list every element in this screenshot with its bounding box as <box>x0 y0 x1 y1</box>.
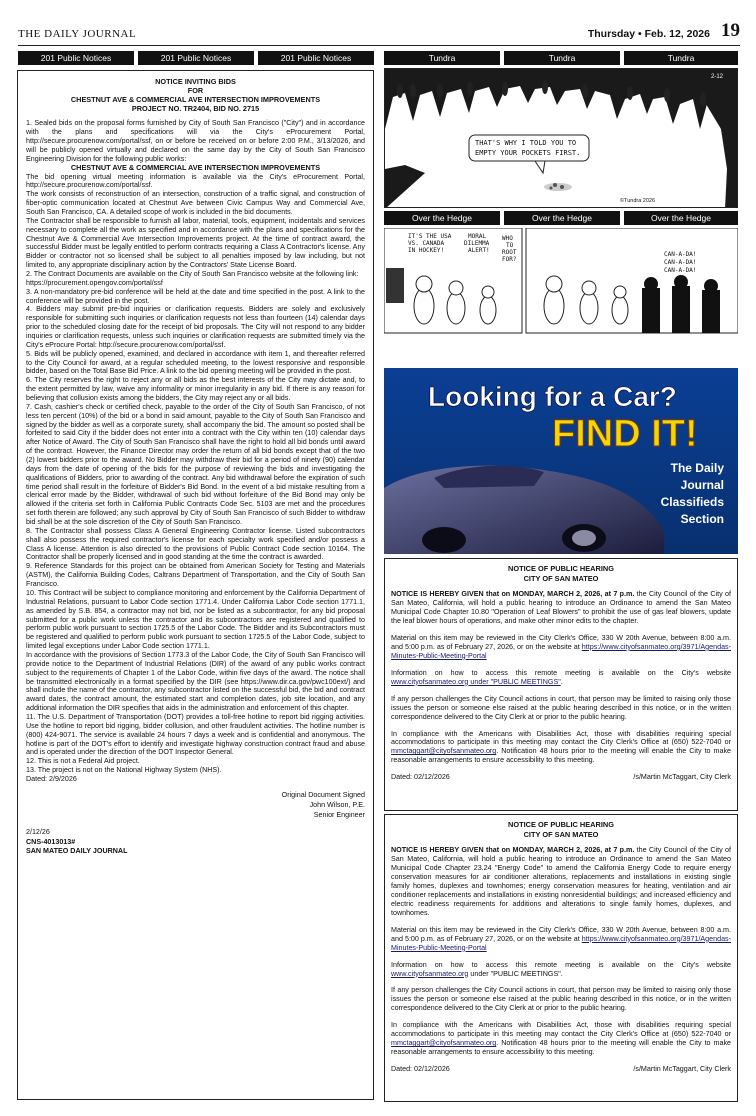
notice-paragraph <box>391 634 731 661</box>
comic-title-tab: Tundra <box>504 51 620 65</box>
notice-title <box>391 564 731 583</box>
comic-title-tab: Over the Hedge <box>624 211 738 225</box>
signature-line: Original Document Signed <box>281 790 365 799</box>
speech-text: MORAL <box>468 233 487 240</box>
speech-text: ALERT! <box>468 247 490 254</box>
over-the-hedge-tabs <box>384 211 738 225</box>
bid-link[interactable]: https://procurement.opengov.com/portal/ssf <box>26 278 163 287</box>
publish-date: 2/12/26 <box>26 827 50 836</box>
bid-notice <box>17 70 374 1100</box>
email-link[interactable]: mmctaggart@cityofsanmateo.org <box>391 747 497 756</box>
speech-text: FOR? <box>502 256 517 263</box>
newspaper-name: THE DAILY JOURNAL <box>18 28 137 40</box>
ad-headline: Looking for a Car? <box>428 381 677 412</box>
speech-text: THAT'S WHY I TOLD YOU TO <box>475 139 577 147</box>
notice-title-line: NOTICE OF PUBLIC HEARING <box>508 564 614 573</box>
agenda-link[interactable]: https://www.cityofsanmateo.org/3971/Agendas-Minutes-Public-Meeting-Portal <box>391 642 731 660</box>
bid-paragraph: 8. The Contractor shall possess Class A General Engineering Contractor license. Listed subcontractors shall also possess the required contractor's license for each specialty work specified and/or possess a Class A license. Attention is also directed to the provisions of Public Contract Code section 10164. The Contractor shall be properly licensed and in good standing at the time the contract is awarded. <box>26 526 365 562</box>
bid-dated: Dated: 2/9/2026 <box>26 774 77 783</box>
bid-paragraph: 13. The project is not on the National Highway System (NHS). <box>26 766 222 775</box>
bid-title-1: NOTICE INVITING BIDS <box>155 77 236 86</box>
ad-subtext: Journal <box>680 478 724 492</box>
notice-body: . Notification 48 hours prior to the meeting will enable the City to make reasonable arrangements to ensure accessibility to this meeting. <box>391 747 731 765</box>
comic-date: 2-12 <box>702 324 715 330</box>
comic-title-tab: Tundra <box>384 51 500 65</box>
notice-paragraph <box>391 590 731 626</box>
public-hearing-notice-energy-code <box>384 814 738 1102</box>
bid-paragraph: 12. This is not a Federal Aid project. <box>26 757 140 766</box>
ad-call-to-action: FIND IT! <box>552 413 698 455</box>
notice-body: . <box>560 677 563 686</box>
comic-title-tab: Over the Hedge <box>384 211 500 225</box>
notice-body: Information on how to access this remote meeting is available on the City's website <box>391 668 731 677</box>
notice-signed: /s/Martin McTaggart, City Clerk <box>633 1065 731 1073</box>
hedge-illustration <box>384 228 738 361</box>
speech-text: TO <box>506 242 514 249</box>
publication-name: SAN MATEO DAILY JOURNAL <box>26 847 128 856</box>
notice-title-line: CITY OF SAN MATEO <box>523 829 599 839</box>
signature-title: Senior Engineer <box>313 810 365 819</box>
section-tab: 201 Public Notices <box>18 51 134 65</box>
bid-paragraph: The bid opening virtual meeting information is available via the City's eProcurement Portal, http://secure.procurenow.com/portal/ssf. <box>26 172 365 190</box>
notice-body: the City Council of the City of San Mateo, California, will hold a public hearing to introduce an Ordinance to amend the San Mateo Municipal Code Chapter 10.80 "Operation of Leaf Blowers" to prohibit the use of gas leaf blowers, update the leaf blower hours of operations, and make other minor edits to the chapter. <box>391 590 731 626</box>
bid-paragraph: In accordance with the provisions of Section 1773.3 of the Labor Code, the City of South San Francisco will provide notice to the Department of Industrial Relations (DIR) of the award of any public works contract subject to the requirements of Chapter 1 of the Labor Code, within five days of the award. The notice shall be transmitted electronically in a format specified by the DIR (see https://www.dir.ca.gov/pwc100ext/) and shall include the name of the contractor, any subcontractor listed on the successful bid, the bid and contract award dates, the contract amount, the estimated start and completion dates, job site location, and any additional information the DIR specifies that aids in the administration and enforcement of this chapter. <box>26 650 365 713</box>
bid-paragraph: 7. Cash, cashier's check or certified check, payable to the order of the City of South San Francisco, of not less ten percent (10%) of the bid or a bond in said amount, payable to the City of South San Francisco and signed by the bidder as well as a corporate surety, shall accompany the bid. The amount so posted shall be forfeited to said City if the bidder does not enter into a contract with the City within ten (10) calendar days after Notice of Award. The City of South San Francisco shall have the right to hold all bid bonds until award of the contract. However, the Finance Director may order the return of all bid bonds except that of the two (2) lowest bidders prior to the award. No Bidder may withdraw their bid for a period of ninety (90) calendar days from the date of opening of the bids for the purpose of reviewing the bids and investigating the qualifications of Bidders, prior to awarding of the contract. Any bid withdrawal before the expiration of such time period shall result in the forfeiture of Bidder's Bid Bond. In the event of a bid mistake resulting from a clerical error made by the Bidder, withdrawal of such bid without forfeiture of the Bid Bond may only be allowed if the criteria set forth in California Public Contracts Code Sec. 5103 are met and the procedures set forth therein are followed; any such approval by City of South San Francisco of such Bidder to withdraw bid shall be at the sole discretion of the City of South San Francisco. <box>26 402 365 527</box>
bid-signature <box>26 790 365 820</box>
speech-text: WHO <box>502 235 513 242</box>
ad-subtext: Classifieds <box>660 495 724 509</box>
email-link[interactable]: mmctaggart@cityofsanmateo.org <box>391 1039 497 1048</box>
website-link[interactable]: www.cityofsanmateo.org under "PUBLIC MEETINGS" <box>391 677 561 686</box>
speech-text: CAN-A-DA! <box>664 267 697 274</box>
bid-paragraph: 10. This Contract will be subject to compliance monitoring and enforcement by the California Department of Industrial Relations, pursuant to Labor Code section 1771.4. Under California Labor Code section 1771.1, as amended by S.B. 854, a contractor may not bid, nor be listed as a subcontractor, for any bid proposal submitted for a public work unless the contractor and its subcontractors are registered and qualified to perform public work pursuant to section 1725.5 of the Labor Code. The Bidder and its Subcontractors must be registered and qualified to perform public work pursuant to section 1725.5 of the Labor Code, subject to limited legal exceptions under Labor Code section 1771.1. <box>26 588 365 651</box>
bid-paragraph: 11. The U.S. Department of Transportation (DOT) provides a toll-free hotline to report bid rigging activities. Use the hotline to report bid rigging, bidder collusion, and other fraudulent activities. The hotline number is (800) 424-9071. The service is available 24 hours 7 days a week and is confidential and anonymous. The hotline is part of the DOT's effort to identify and investigate highway construction contract fraud and abuse and is operated under the direction of the DOT Inspector General. <box>26 712 365 757</box>
page-number: 19 <box>721 20 740 41</box>
notice-body: Information on how to access this remote meeting is available on the City's website <box>391 960 731 969</box>
ad-subtext: The Daily <box>670 461 724 475</box>
tundra-comic <box>384 68 738 208</box>
notice-body: Material on this item may be reviewed in the City Clerk's Office, 330 W 20th Avenue, between 8:00 a.m. and 5:00 p.m. as of February 27, 2026, or on the website at <box>391 925 731 943</box>
speech-text: DILEMMA <box>464 240 490 247</box>
ad-subtext: Section <box>680 512 724 526</box>
agenda-link[interactable]: https://www.cityofsanmateo.org/3971/Agendas-Minutes-Public-Meeting-Portal <box>391 934 731 952</box>
comic-credit: ©Tundra 2026 <box>620 198 656 204</box>
bid-title-2: FOR <box>187 86 204 96</box>
bid-paragraph: 2. The Contract Documents are available on the City of South San Francisco website at the following link: <box>26 269 359 278</box>
speech-text: VS. CANADA <box>408 240 445 247</box>
over-the-hedge-comic <box>384 228 738 361</box>
bid-project-heading: CHESTNUT AVE & COMMERCIAL AVE INTERSECTION IMPROVEMENTS <box>70 163 321 173</box>
comic-title-tab: Over the Hedge <box>504 211 620 225</box>
notice-body: the City Council of the City of San Mateo, California, will hold a public hearing to introduce an Ordinance to amend the San Mateo Municipal Code Chapter 23.24 "Energy Code" to amend the California Energy Code to require energy conservation measures for air conditioner alterations, replacements and installations in existing single family homes, duplexes and townhomes; energy conservation measures for heating, ventilation and air conditioner replacements and installations in existing nonresidential buildings; and increased efficiency and electric readiness requirements for additions and alterations to single family homes, duplexes, and townhomes. <box>391 846 731 917</box>
notice-lead: NOTICE IS HEREBY GIVEN that on MONDAY, MARCH 2, 2026, at 7 p.m. <box>391 590 635 599</box>
notice-body: Material on this item may be reviewed in the City Clerk's Office, 330 W 20th Avenue, between 8:00 a.m. and 5:00 p.m. as of February 27, 2026, or on the website at <box>391 634 731 651</box>
classifieds-ad[interactable] <box>384 368 738 554</box>
masthead <box>18 22 740 46</box>
notice-body: In compliance with the Americans with Disabilities Act, those with disabilities requiring special accommodations to participate in this meeting may contact the City Clerk's Office at (650) 522-7040 or <box>391 729 731 747</box>
notice-title-line: NOTICE OF PUBLIC HEARING <box>508 820 614 829</box>
left-section-tabs <box>18 51 374 65</box>
notice-dated: Dated: 02/12/2026 <box>391 773 450 782</box>
notice-paragraph <box>391 961 731 979</box>
notice-signed: /s/Martin McTaggart, City Clerk <box>633 773 731 782</box>
bid-paragraph: 3. A non-mandatory pre-bid conference will be held at the date and time specified in the post. A link to the conference will be provided in the post. <box>26 287 365 305</box>
website-link[interactable]: www.cityofsanmateo.org <box>391 969 469 978</box>
bid-paragraph: 1. Sealed bids on the proposal forms furnished by City of South San Francisco ("City") and in accordance with the plans and specifications will via the City's eProcurement Portal, http://secure.procurenow.com/portal/ssf, on or before be received on or before 2:00 P.M., 3/13/2026, and will be publicly opened virtually and declared on the same day by the City of South San Francisco Engineering Division for the following public works: <box>26 119 365 163</box>
notice-paragraph <box>391 926 731 953</box>
bid-title-4: PROJECT NO. TR2404, BID NO. 2715 <box>131 104 260 114</box>
notice-paragraph <box>391 1021 731 1057</box>
notice-lead: NOTICE IS HEREBY GIVEN that on MONDAY, MARCH 2, 2026, at 7 p.m. <box>391 846 635 855</box>
notice-title-line: CITY OF SAN MATEO <box>523 573 599 583</box>
cns-number: CNS-4013013# <box>26 837 76 846</box>
signature-name: John Wilson, P.E. <box>309 800 365 809</box>
section-tab: 201 Public Notices <box>258 51 374 65</box>
notice-body: In compliance with the Americans with Disabilities Act, those with disabilities requiring special accommodations to participate in this meeting may contact the City Clerk's Office at (650) 522-7040 or <box>391 1021 731 1039</box>
notice-body: under "PUBLIC MEETINGS". <box>468 969 563 978</box>
bid-paragraph: 9. Reference Standards for this project can be obtained from American Society for Testing and Materials (ASTM), the California Building Codes, Caltrans Department of Transportation, and the City of South San Francisco. <box>26 562 365 589</box>
speech-text: IT'S THE USA <box>408 233 452 240</box>
notice-paragraph <box>391 730 731 766</box>
speech-text: EMPTY YOUR POCKETS FIRST. <box>475 149 581 157</box>
bid-footer <box>26 828 365 857</box>
notice-title <box>391 820 731 839</box>
bid-paragraph: 6. The City reserves the right to reject any or all bids as the best interests of the City may dictate and, to the extent permitted by law, waive any informality or minor irregularity in any bid. If there is any reason for believing that collusion exists among the bidders, the City may reject any or all bids. <box>26 376 365 403</box>
bid-paragraph: 4. Bidders may submit pre-bid inquiries or clarification requests. Bidders are solely and exclusively responsible for submitting such inquiries or clarification requests not less than fourteen (14) calendar days prior to the scheduled closing date for the receipt of bid proposals. The City will not respond to any bidder inquiries or clarification requests, unless such inquiries or clarification requests are submitted timely via the City's eProcure Portal: http://secure.procurenow.com/portal/ssf. <box>26 305 365 349</box>
speech-text: IN HOCKEY! <box>408 247 445 254</box>
bid-paragraph: The work consists of reconstruction of an intersection, construction of a traffic signal, and construction of fiber-optic communication located at Chestnut Ave between Civic Campus Way and Commercial Ave, South San Francisco, CA. A detailed scope of work is included in the bid documents. <box>26 190 365 216</box>
notice-paragraph: If any person challenges the City Council actions in court, that person may be limited to raising only those issues the person or someone else raised at the public hearing described in this notice, or in the written correspondence delivered to the City Clerk at or prior to the public hearing. <box>391 694 731 721</box>
section-tab: 201 Public Notices <box>138 51 254 65</box>
speech-text: CAN-A-DA! <box>664 259 697 266</box>
bid-paragraph: The Contractor shall be responsible to furnish all labor, material, tools, equipment, incidentals and services necessary to complete all the work as specified and in accordance with the plans and specifications for the Chestnut Ave & Commercial Ave Intersection Improvements project. At the time of contract award, the successful Bidder must be legally entitled to perform contracts requiring a Class A Contractor's license. Any Bidder or contractor not so licensed shall be subject to all penalties imposed by law including, but not limited to, any appropriate disciplinary action by the Contractors' State License Board. <box>26 216 365 270</box>
notice-body: . Notification 48 hours prior to the meeting will enable the City to make reasonable arrangements to ensure accessibility to this meeting. <box>391 1039 731 1057</box>
notice-paragraph <box>391 669 731 687</box>
speech-text: CAN-A-DA! <box>664 251 697 258</box>
notice-footer <box>391 773 731 782</box>
public-hearing-notice-leaf-blowers <box>384 558 738 811</box>
bid-title-3: CHESTNUT AVE & COMMERCIAL AVE INTERSECTION IMPROVEMENTS <box>70 95 321 105</box>
notice-paragraph: If any person challenges the City Council actions in court, that person may be limited to raising only those issues the person or someone else raised at the public hearing described in this notice, or in the written correspondence delivered to the City Clerk at or prior to the public hearing. <box>391 986 731 1013</box>
notice-dated: Dated: 02/12/2026 <box>391 1065 450 1073</box>
comic-date: 2-12 <box>711 74 724 80</box>
notice-paragraph <box>391 846 731 918</box>
right-section-tabs <box>384 51 738 65</box>
comic-title-tab: Tundra <box>624 51 738 65</box>
notice-footer <box>391 1065 731 1074</box>
speech-text: ROOT <box>502 249 517 256</box>
tundra-cave-illustration <box>385 69 738 208</box>
car-ad-artwork <box>384 368 738 554</box>
issue-date: Thursday • Feb. 12, 2026 <box>587 28 710 40</box>
bid-paragraph: 5. Bids will be publicly opened, examined, and declared in accordance with item 1, and thereafter referred to the City Council for award, at a regular scheduled meeting, to the lowest responsive and responsible bidder, based on the Total Base Bid Price. A link to the bid opening meeting will be provided in the post. <box>26 349 365 376</box>
